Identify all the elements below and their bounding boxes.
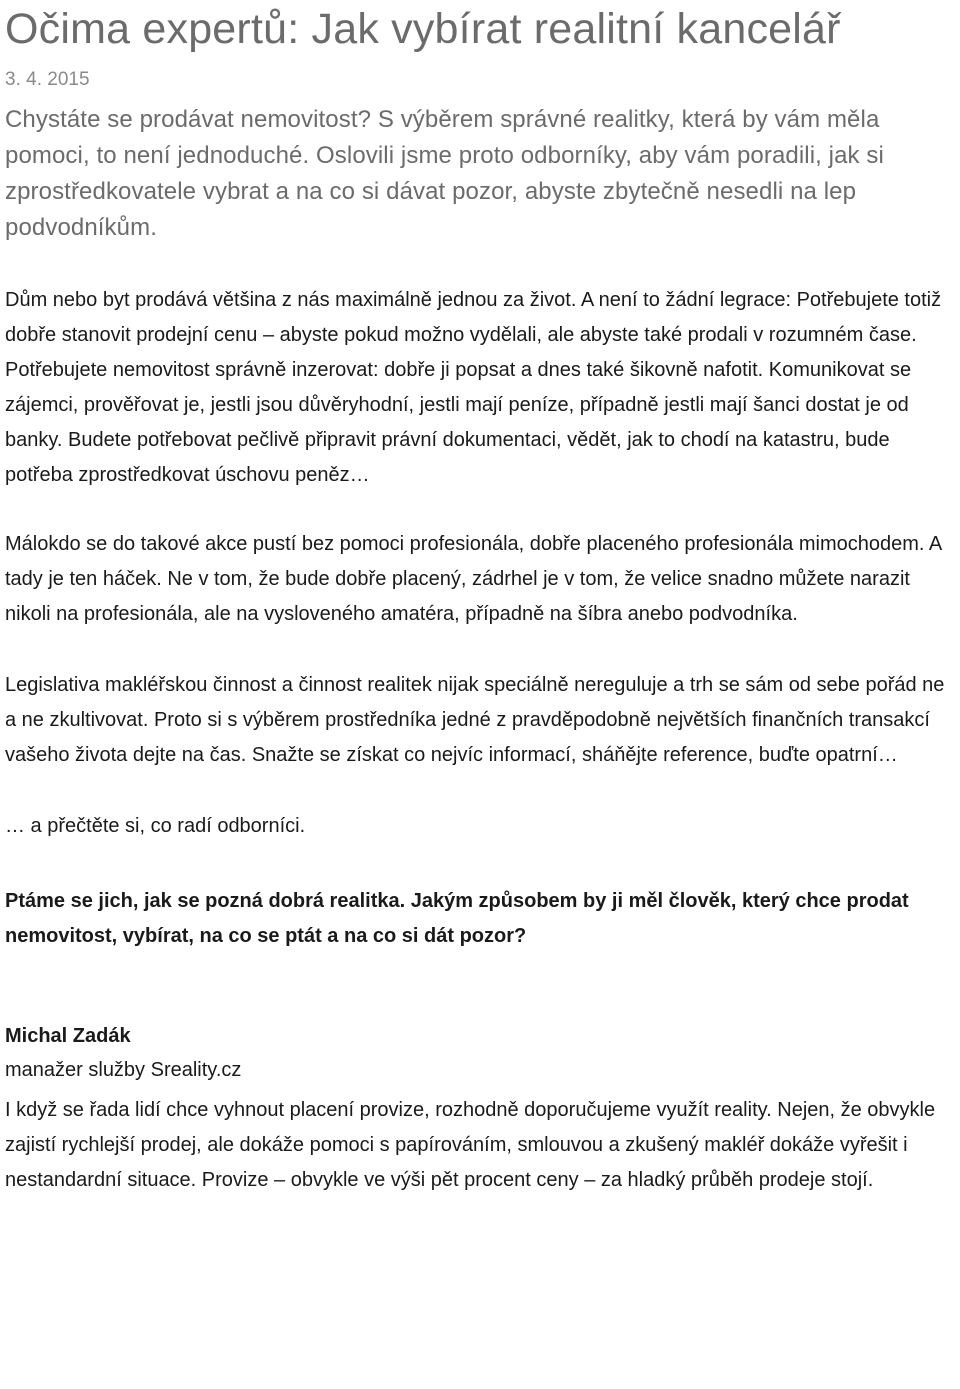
article-date: 3. 4. 2015: [5, 69, 90, 90]
expert-role: manažer služby Sreality.cz: [5, 1059, 242, 1081]
article-lead: Chystáte se prodávat nemovitost? S výběrem správné realitky, která by vám měla pomoci, to není jednoduché. Oslovili jsme proto odborníky, aby vám poradili, jak si zprostředkovatele vybrat a na co si dávat pozor, abyste zbytečně nesedli na lep podvodníkům.: [5, 106, 884, 241]
paragraph-4: … a přečtěte si, co radí odborníci.: [5, 815, 306, 837]
article-title: Očima expertů: Jak vybírat realitní kancelář: [5, 5, 841, 53]
expert-quote: I když se řada lidí chce vyhnout placení provize, rozhodně doporučujeme využít reality. Nejen, že obvykle zajistí rychlejší prodej, ale dokáže pomoci s papírováním, smlouvou a zkušený makléř dokáže vyřešit i nestandardní situace. Provize – obvykle ve výši pět procent ceny – za hladký průběh prodeje stojí.: [5, 1099, 936, 1191]
paragraph-3: Legislativa makléřskou činnost a činnost realitek nijak speciálně nereguluje a trh se sám od sebe pořád ne a ne zkultivovat. Proto si s výběrem prostředníka jedné z pravděpodobně největších finančních transakcí vašeho života dejte na čas. Snažte se získat co nejvíc informací, sháňějte reference, buďte opatrní…: [5, 674, 945, 766]
paragraph-2: Málokdo se do takové akce pustí bez pomoci profesionála, dobře placeného profesionála mimochodem. A tady je ten háček. Ne v tom, že bude dobře placený, zádrhel je v tom, že velice snadno můžete narazit nikoli na profesionála, ale na vysloveného amatéra, případně na šíbra anebo podvodníka.: [5, 533, 942, 625]
article: [5, 0, 957, 1198]
expert-name: Michal Zadák: [5, 1025, 131, 1047]
paragraph-1: Dům nebo byt prodává většina z nás maximálně jednou za život. A není to žádní legrace: Potřebujete totiž dobře stanovit prodejní cenu – abyste pokud možno vydělali, ale abyste také prodali v rozumném čase. Potřebujete nemovitost správně inzerovat: dobře ji popsat a dnes také šikovně nafotit. Komunikovat se zájemci, prověřovat je, jestli jsou důvěryhodní, jestli mají peníze, případně jestli mají šanci dostat je od banky. Budete potřebovat pečlivě připravit právní dokumentaci, vědět, jak to chodí na katastru, bude potřeba zprostředkovat úschovu peněz…: [5, 289, 942, 486]
question-paragraph: Ptáme se jich, jak se pozná dobrá realitka. Jakým způsobem by ji měl člověk, který chce prodat nemovitost, vybírat, na co se ptát a na co si dát pozor?: [5, 890, 909, 947]
